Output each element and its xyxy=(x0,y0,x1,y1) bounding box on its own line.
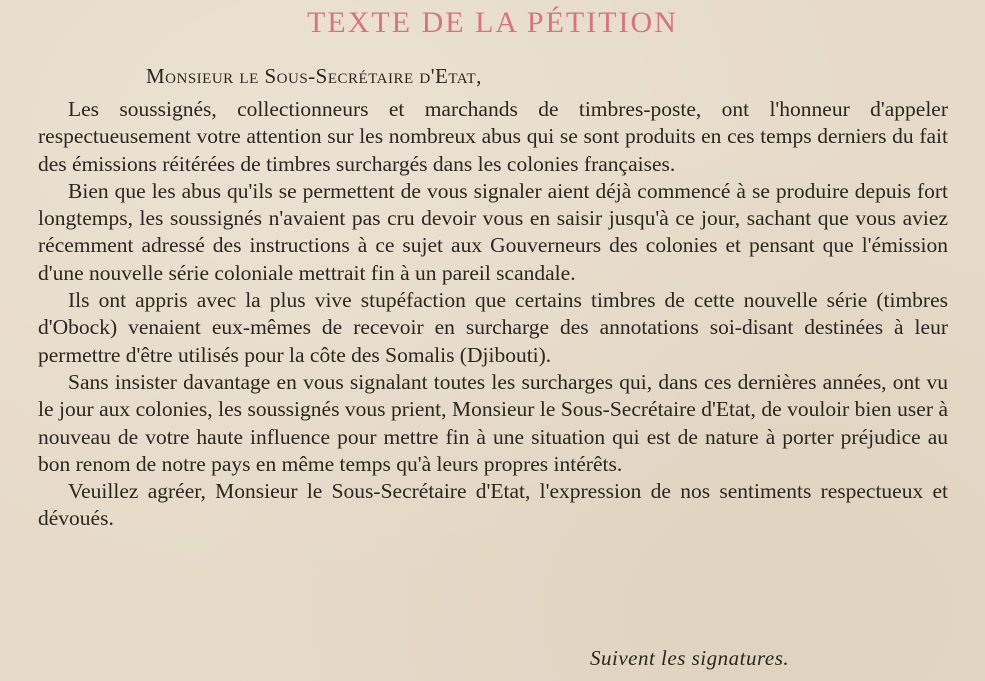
paragraph-2: Bien que les abus qu'ils se permettent de vous signaler aient déjà commencé à se produire depuis fort longtemps, les soussignés n'avaient pas cru devoir vous en saisir jusqu'à ce jour, sachant que vous aviez récemment adressé des instructions à ce sujet aux Gouverneurs des colonies et pensant que l'émission d'une nouvelle série coloniale mettrait fin à un pareil scandale. xyxy=(38,178,948,285)
salutation: Monsieur le Sous-Secrétaire d'Etat, xyxy=(146,64,482,88)
paragraph-3: Ils ont appris avec la plus vive stupéfaction que certains timbres de cette nouvelle série (timbres d'Obock) venaient eux-mêmes de recevoir en surcharge des annotations soi-disant destinées à leur permettre d'être utilisés pour la côte des Somalis (Djibouti). xyxy=(38,288,948,367)
petition-body xyxy=(38,96,948,533)
paragraph-5: Veuillez agréer, Monsieur le Sous-Secrétaire d'Etat, l'expression de nos sentiments respectueux et dévoués. xyxy=(38,479,948,531)
signature-note: Suivent les signatures. xyxy=(590,646,790,670)
paragraph-4: Sans insister davantage en vous signalant toutes les surcharges qui, dans ces dernières années, ont vu le jour aux colonies, les soussignés vous prient, Monsieur le Sous-Secrétaire d'Etat, de vouloir bien user à nouveau de votre haute influence pour mettre fin à une situation qui est de nature à porter préjudice au bon renom de notre pays en même temps qu'à leurs propres intérêts. xyxy=(38,369,948,476)
paragraph-1: Les soussignés, collectionneurs et marchands de timbres-poste, ont l'honneur d'appeler respectueusement votre attention sur les nombreux abus qui se sont produits en ces temps derniers du fait des émissions réitérées de timbres surchargés dans les colonies françaises. xyxy=(38,97,948,176)
petition-title: TEXTE DE LA PÉTITION xyxy=(307,6,678,39)
